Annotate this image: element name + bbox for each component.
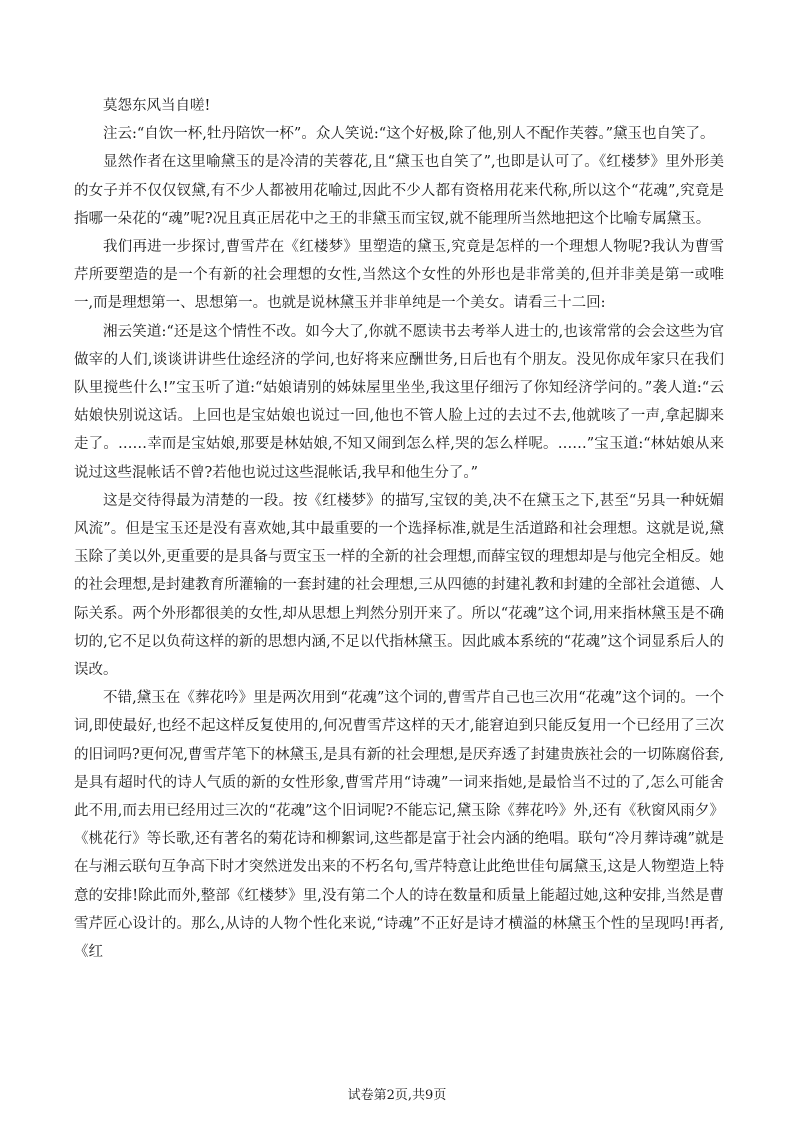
paragraph-analysis-4: 不错,黛玉在《葬花吟》里是两次用到“花魂”这个词的,曹雪芹自己也三次用“花魂”这个词的。一个词,即使最好,也经不起这样反复使用的,何况曹雪芹这样的天才,能窘迫到只能反复用一个已经用了三次的旧词吗?更何况,曹雪芹笔下的林黛玉,是具有新的社会理想,是厌弃透了封建贵族社会的一切陈腐俗套,是具有超时代的诗人气质的新的女性形象,曹雪芹用“诗魂”一词来指她,是最恰当不过的了,怎么可能舍此不用,而去用已经用过三次的“花魂”这个旧词呢?不能忘记,黛玉除《葬花吟》外,还有《秋窗风雨夕》《桃花行》等长歌,还有著名的菊花诗和柳絮词,这些都是富于社会内涵的绝唱。联句“冷月葬诗魂”就是在与湘云联句互争高下时才突然迸发出来的不朽名句,雪芹特意让此绝世佳句属黛玉,这是人物塑造上特意的安排!除此而外,整部《红楼梦》里,没有第二个人的诗在数量和质量上能超过她,这种安排,当然是曹雪芹匠心设计的。那么,从诗的人物个性化来说,“诗魂”不正好是诗才横溢的林黛玉个性的呈现吗!再者,《红 — [74, 690, 724, 961]
paragraph-analysis-1: 显然作者在这里喻黛玉的是冷清的芙蓉花,且“黛玉也自笑了”,也即是认可了。《红楼梦》里外形美的女子并不仅仅钗黛,有不少人都被用花喻过,因此不少人都有资格用花来代称,所以这个“花魂”,究竟是指哪一朵花的“魂”呢?况且真正居花中之王的非黛玉而宝钗,就不能理所当然地把这个比喻专属黛玉。 — [74, 154, 724, 227]
document-body — [74, 92, 724, 966]
paragraph-quote-chapter-32: 湘云笑道:“还是这个情性不改。如今大了,你就不愿读书去考举人进士的,也该常常的会会这些为官做宰的人们,谈谈讲讲些仕途经济的学问,也好将来应酬世务,日后也有个朋友。没见你成年家只在我们队里搅些什么!”宝玉听了道:“姑娘请别的姊妹屋里坐坐,我这里仔细污了你知经济学问的。”袭人道:“云姑娘快别说这话。上回也是宝姑娘也说过一回,他也不管人脸上过的去过不去,他就咳了一声,拿起脚来走了。……幸而是宝姑娘,那要是林姑娘,不知又闹到怎么样,哭的怎么样呢。……”宝玉道:“林姑娘从来说过这些混帐话不曾?若他也说过这些混帐话,我早和他生分了。” — [74, 323, 724, 481]
paragraph-analysis-3: 这是交待得最为清楚的一段。按《红楼梦》的描写,宝钗的美,决不在黛玉之下,甚至“另具一种妩媚风流”。但是宝玉还是没有喜欢她,其中最重要的一个选择标准,就是生活道路和社会理想。这就是说,黛玉除了美以外,更重要的是具备与贾宝玉一样的全新的社会理想,而薛宝钗的理想却是与他完全相反。她的社会理想,是封建教育所灌输的一套封建的社会理想,三从四德的封建礼教和封建的全部社会道德、人际关系。两个外形都很美的女性,却从思想上判然分别开来了。所以“花魂”这个词,用来指林黛玉是不确切的,它不足以负荷这样的新的思想内涵,不足以代指林黛玉。因此戚本系统的“花魂”这个词显系后人的误改。 — [74, 492, 724, 679]
paragraph-analysis-2: 我们再进一步探讨,曹雪芹在《红楼梦》里塑造的黛玉,究竟是怎样的一个理想人物呢?我认为曹雪芹所要塑造的是一个有新的社会理想的女性,当然这个女性的外形也是非常美的,但并非美是第一或唯一,而是理想第一、思想第一。也就是说林黛玉并非单纯是一个美女。请看三十二回: — [74, 239, 724, 312]
page-footer: 试卷第2页,共9页 — [347, 1088, 447, 1103]
paragraph-poem-line: 莫怨东风当自嗟! — [103, 98, 211, 114]
paragraph-annotation: 注云:“自饮一杯,牡丹陪饮一杯”。众人笑说:“这个好极,除了他,别人不配作芙蓉。”黛玉也自笑了。 — [103, 126, 715, 143]
